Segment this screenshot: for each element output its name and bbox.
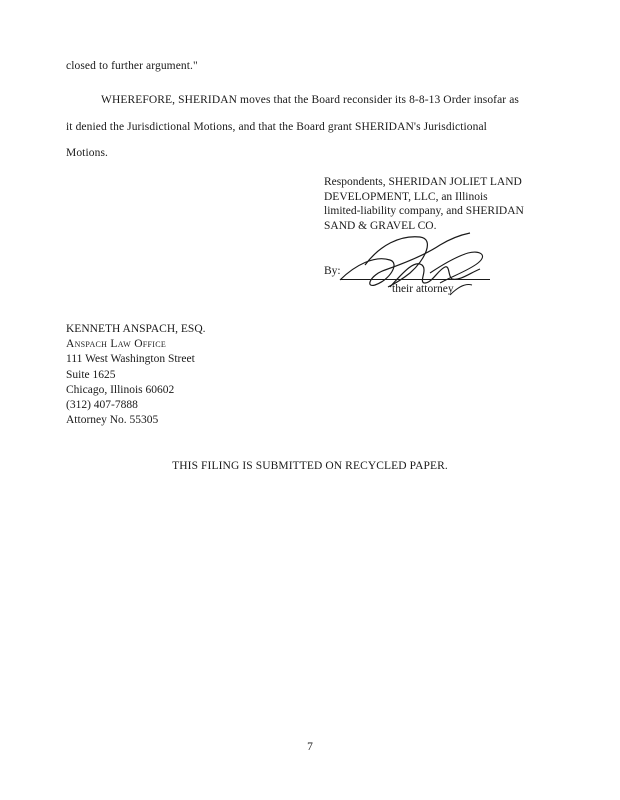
city-state-zip: Chicago, Illinois 60602 — [66, 383, 175, 396]
respondents-line: DEVELOPMENT, LLC, an Illinois — [324, 190, 488, 203]
body-text-line: Motions. — [66, 147, 109, 159]
law-office-name: Anspach Law Office — [66, 338, 167, 351]
attorney-number: Attorney No. 55305 — [66, 414, 159, 427]
respondents-line: Respondents, SHERIDAN JOLIET LAND — [324, 176, 522, 188]
respondents-line: limited-liability company, and SHERIDAN — [324, 205, 524, 217]
body-text-line: it denied the Jurisdictional Motions, and that the Board grant SHERIDAN's Jurisdictional — [66, 121, 487, 133]
phone-number: (312) 407-7888 — [66, 399, 138, 412]
attorney-name: KENNETH ANSPACH, ESQ. — [66, 323, 206, 335]
attorney-contact-block — [66, 322, 206, 428]
street-address: 111 West Washington Street — [66, 353, 195, 366]
respondents-line: SAND & GRAVEL CO. — [324, 219, 437, 232]
signature-line — [340, 279, 490, 280]
page-number: 7 — [307, 741, 313, 753]
body-text-line: closed to further argument." — [66, 60, 198, 72]
their-attorney-label: their attorney — [392, 283, 454, 295]
suite-number: Suite 1625 — [66, 368, 116, 381]
recycled-paper-notice: THIS FILING IS SUBMITTED ON RECYCLED PAPER. — [172, 460, 448, 472]
by-label: By: — [324, 265, 341, 277]
wherefore-line: WHEREFORE, SHERIDAN moves that the Board reconsider its 8-8-13 Order insofar as — [101, 94, 519, 106]
